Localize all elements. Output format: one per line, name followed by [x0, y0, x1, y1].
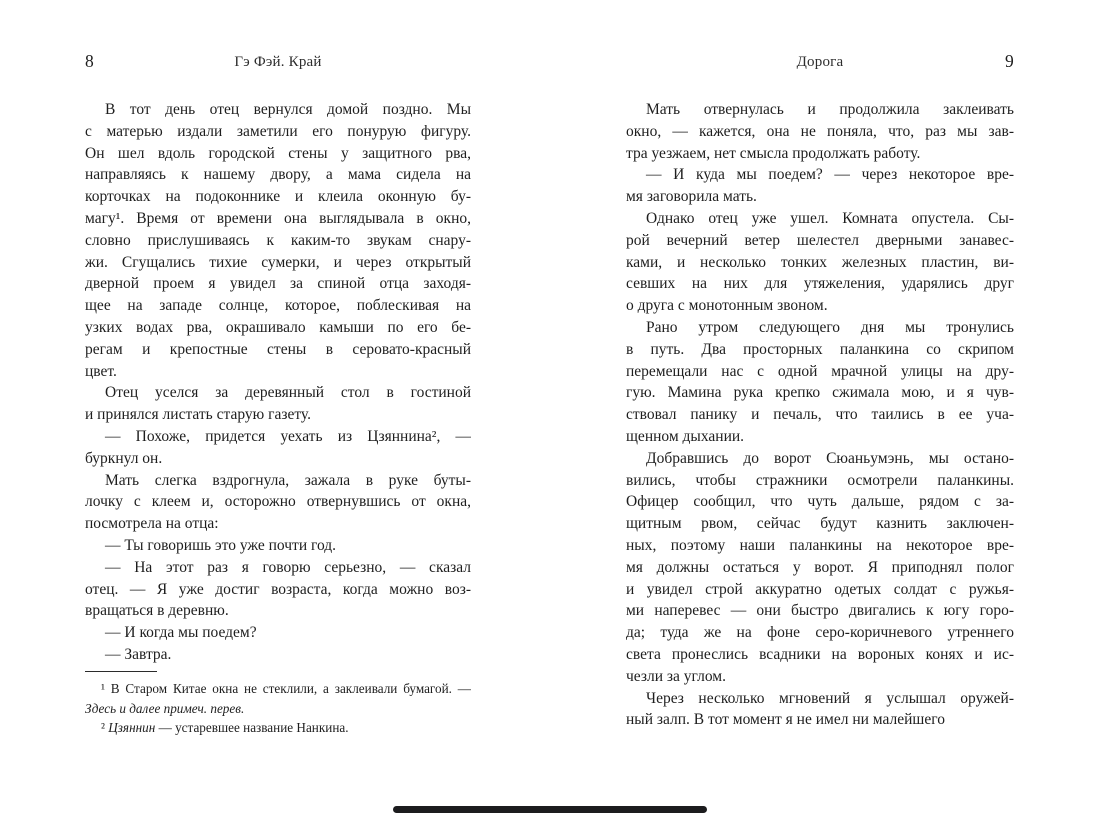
text-line: цвет.: [85, 362, 117, 380]
home-indicator[interactable]: [393, 806, 707, 813]
text-line: и принялся листать старую газету.: [85, 406, 311, 424]
text-line: и увидел строй аккуратно одетых солдат с ружья-: [626, 580, 1014, 598]
text-line: щитным рвом, сейчас будут казнить заключен-: [626, 515, 1014, 533]
text-line: Отец уселся за деревянный стол в гостиной: [105, 384, 471, 402]
text-line: мя заговорила мать.: [626, 188, 757, 206]
footnote-line: [85, 718, 471, 738]
text-line: корточках на подоконнике и клеила оконную бу-: [85, 188, 471, 206]
footnote-separator: [85, 671, 157, 672]
text-line: о друга с монотонным звоном.: [626, 297, 828, 315]
running-head-left: Гэ Фэй. Край: [234, 54, 322, 70]
text-column-right: [626, 99, 1014, 731]
text-line: Рано утром следующего дня мы тронулись: [646, 318, 1014, 336]
text-line: мя должны остаться у ворот. Я приподнял полог: [626, 558, 1014, 576]
text-line: ствовал панику и печаль, что таились в ее уча-: [626, 406, 1014, 424]
text-line: вращаться в деревню.: [85, 602, 229, 620]
text-line: в путь. Два просторных паланкина со скрипом: [626, 340, 1014, 358]
text-line: гую. Мамина рука крепко сжимала мою, и я чув-: [626, 384, 1014, 402]
text-line: ный залп. В тот момент я не имел ни малейшего: [626, 711, 945, 729]
text-line: словно прислушиваясь к каким-то звукам снару-: [85, 231, 471, 249]
text-line: ми наперевес — они быстро двигались к югу горо-: [626, 602, 1014, 620]
footnote-text: ²: [101, 720, 109, 735]
text-line: света пронеслись всадники на вороных конях и ис-: [626, 645, 1014, 663]
page-number-left: 8: [85, 51, 94, 71]
text-line: магу¹. Время от времени она выглядывала в окно,: [85, 209, 471, 227]
text-line: — Завтра.: [105, 645, 172, 663]
text-line: Он шел вдоль городской стены у защитного рва,: [85, 144, 471, 162]
text-line: вились, чтобы стражники осмотрели паланкины.: [626, 471, 1014, 489]
running-head-row-left: [85, 51, 471, 76]
text-line: направляясь к нашему двору, а мама сидела на: [85, 166, 471, 184]
text-line: Добравшись до ворот Сюаньумэнь, мы остано-: [646, 449, 1014, 467]
page-left: [85, 0, 471, 825]
footnote-italic-text: Цзяннин: [108, 720, 156, 735]
text-line: Однако отец уже ушел. Комната опустела. Сы-: [646, 209, 1014, 227]
text-line: лочку с клеем и, осторожно отвернувшись от окна,: [85, 493, 471, 511]
text-line: — Похоже, придется уехать из Цзяннина², —: [105, 427, 471, 445]
text-line: — Ты говоришь это уже почти год.: [105, 536, 337, 554]
text-line: щенном дыхании.: [626, 427, 745, 445]
footnote-italic-text: Здесь и далее примеч. перев.: [85, 700, 245, 716]
text-line: да; туда же на фоне серо-коричневого утреннего: [626, 624, 1014, 642]
running-head-right: Дорога: [796, 54, 844, 70]
text-line: с матерью издали заметили его понурую фигуру.: [85, 122, 471, 140]
page-right: [626, 0, 1014, 825]
footnote-line: [85, 679, 471, 699]
page-number-right: 9: [1005, 51, 1014, 71]
text-line: Через несколько мгновений я услышал оружей-: [646, 689, 1014, 707]
text-line: — На этот раз я говорю серьезно, — сказал: [105, 558, 471, 576]
footnote-line: [85, 699, 471, 719]
text-column-left: [85, 99, 471, 666]
text-line: узких водах рва, окрашивало камыши по его бе-: [85, 318, 471, 336]
text-line: жи. Сгущались тихие сумерки, и через открытый: [85, 253, 471, 271]
text-line: регам и крепостные стены в серовато-красный: [85, 340, 471, 358]
text-line: буркнул он.: [85, 449, 163, 467]
text-line: Мать слегка вздрогнула, зажала в руке буты-: [105, 471, 471, 489]
text-line: Офицер сообщил, что чуть дальше, рядом с за-: [626, 493, 1014, 511]
text-line: тра уезжаем, нет смысла продолжать работу.: [626, 144, 921, 162]
text-line: щее на западе солнце, которое, поблескивая на: [85, 297, 471, 315]
text-line: — И когда мы поедем?: [105, 624, 257, 642]
text-line: ных, поэтому наши паланкины на некоторое вре-: [626, 536, 1014, 554]
running-head-row-right: [626, 51, 1014, 76]
text-line: дверной проем я увидел за спиной отца заходя-: [85, 275, 471, 293]
footnote-text: — устаревшее название Нанкина.: [155, 720, 349, 735]
text-line: — И куда мы поедем? — через некоторое вре-: [646, 166, 1014, 184]
text-line: перемещали нас с одной мрачной улицы на дру-: [626, 362, 1014, 380]
text-line: В тот день отец вернулся домой поздно. Мы: [105, 101, 471, 118]
text-line: севших на них для утяжеления, ударялись друг: [626, 275, 1014, 293]
text-line: Мать отвернулась и продолжила заклеивать: [646, 101, 1014, 118]
text-line: ками, и несколько тонких железных пластин, ви-: [626, 253, 1014, 271]
text-line: рой вечерний ветер шелестел дверными занавес-: [626, 231, 1014, 249]
text-line: чезли за углом.: [626, 667, 726, 685]
text-line: отец. — Я уже достиг возраста, когда можно воз-: [85, 580, 471, 598]
text-line: окно, — кажется, она не поняла, что, раз мы зав-: [626, 122, 1014, 140]
text-line: посмотрела на отца:: [85, 515, 219, 533]
footnotes-block: [85, 679, 471, 738]
footnote-text: ¹ В Старом Китае окна не стеклили, а заклеивали бумагой. —: [101, 681, 471, 696]
